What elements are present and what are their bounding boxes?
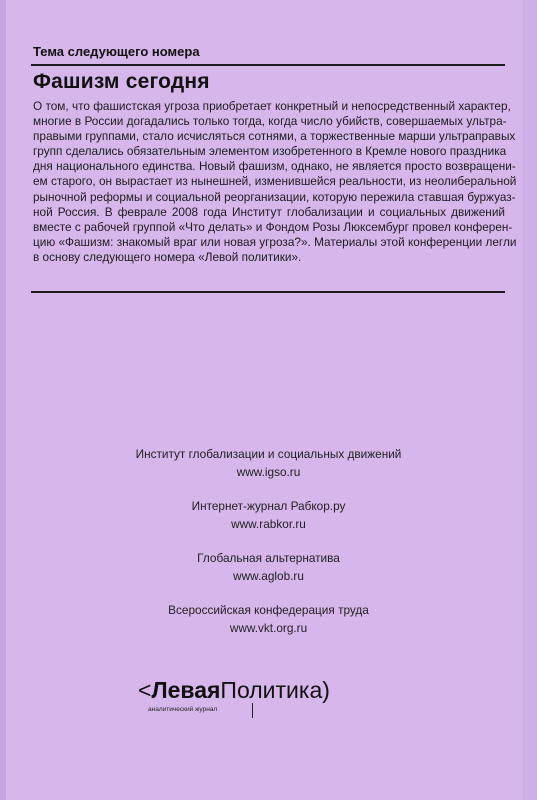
bottom-divider [31,291,505,293]
top-divider [31,64,505,66]
organization-url[interactable]: www.rabkor.ru [231,517,306,531]
lead-line: О том, что фашистская угроза приобретает конкретный и непосредственный характер, [33,99,511,113]
organization-url[interactable]: www.igso.ru [236,465,301,479]
organization-aglob [0,550,537,584]
lead-line: многие в России догадались только тогда, когда число убийств, совершаемых ультра- [33,114,507,129]
logo-regular-part: Политика [220,677,323,703]
organization-igso [0,446,537,480]
headline: Фашизм сегодня [33,70,210,93]
organization-url[interactable]: www.vkt.org.ru [229,621,308,635]
journal-logo [138,676,398,720]
organization-vkt [0,602,537,636]
right-edge-strip [523,0,537,800]
organization-name: Интернет-журнал Рабкор.ру [191,499,346,513]
lead-line: рыночной реформы и социальной реорганизации, которую пережила ставшая буржуаз- [33,189,516,204]
lead-line: в основу следующего номера «Левой политики». [33,249,302,264]
logo-wordmark [138,676,398,704]
organization-rabkor [0,498,537,532]
organization-url[interactable]: www.aglob.ru [233,569,304,583]
lead-line: правыми группами, стало исчисляться сотнями, а торжественные марши ультраправых [33,129,516,144]
left-edge-strip [0,0,6,800]
lead-line: ной Россия. В феврале 2008 года Институт глобализации и социальных движений [33,204,505,219]
lead-line: цию «Фашизм: знакомый враг или новая угроза?». Материалы этой конференции легли [33,234,517,249]
lead-line: дня национального единства. Новый фашизм, однако, не является просто возвращени- [33,159,516,174]
logo-bold-part: Левая [151,677,221,703]
lead-line: ем старого, он вырастает из нынешней, изменившейся реальности, из неолиберальной [33,174,517,189]
logo-subtitle: аналитический журнал [148,706,218,713]
lead-line: групп сделались обязательным элементом изобретенного в Кремле нового праздника [33,144,507,159]
organization-name: Институт глобализации и социальных движений [135,447,402,461]
section-label: Тема следующего номера [33,44,200,59]
lead-line: вместе с рабочей группой «Что делать» и Фондом Розы Люксембург провел конферен- [33,219,513,234]
logo-close-bracket: ) [322,677,330,703]
logo-divider-bar [252,703,253,718]
organization-name: Глобальная альтернатива [197,551,340,565]
lead-paragraph [33,99,517,265]
organization-name: Всероссийская конфедерация труда [168,603,369,617]
logo-open-bracket: < [138,677,152,703]
